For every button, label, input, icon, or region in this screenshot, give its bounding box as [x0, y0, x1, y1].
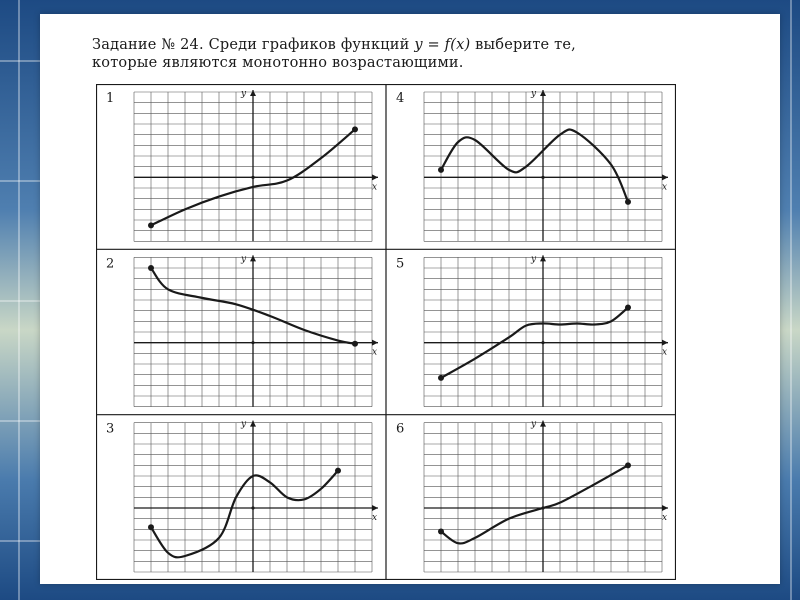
- panel-number: 3: [106, 421, 115, 437]
- function-curve: [441, 465, 628, 543]
- x-axis-label: x: [662, 347, 668, 358]
- x-axis-arrow: [372, 505, 378, 511]
- origin-point: [541, 341, 544, 344]
- task-title-line1: [92, 36, 732, 54]
- y-axis-arrow: [540, 421, 546, 427]
- curve-start-point: [148, 265, 154, 271]
- panel-number: 5: [396, 256, 405, 272]
- curve-end-point: [352, 126, 358, 132]
- graph-panel-2: [106, 254, 378, 406]
- curve-start-point: [438, 375, 444, 381]
- graphs-grid: [96, 84, 676, 580]
- origin-point: [251, 341, 254, 344]
- curve-end-point: [625, 462, 631, 468]
- panel-number: 6: [396, 421, 405, 437]
- y-axis-arrow: [250, 90, 256, 96]
- background-decor-line: [790, 0, 792, 600]
- origin-point: [251, 506, 254, 509]
- curve-end-point: [335, 468, 341, 474]
- y-axis-label: y: [531, 254, 537, 265]
- graph-panel-6: [396, 420, 668, 572]
- y-axis-arrow: [540, 255, 546, 261]
- task-title: [92, 36, 732, 72]
- y-axis-label: y: [531, 419, 537, 430]
- task-title-line2: которые являются монотонно возрастающими.: [92, 55, 464, 71]
- task-title-prefix: Задание № 24. Среди графиков функций: [92, 37, 410, 53]
- x-axis-label: x: [372, 182, 378, 193]
- graph-panel-1: [106, 89, 378, 241]
- y-axis-label: y: [241, 89, 247, 99]
- curve-end-point: [625, 199, 631, 205]
- y-axis-label: y: [241, 419, 247, 430]
- origin-point: [541, 176, 544, 179]
- graph-panel-5: [396, 254, 668, 406]
- background-decor-line: [0, 420, 40, 422]
- curve-start-point: [148, 524, 154, 530]
- panel-number: 1: [106, 91, 115, 106]
- x-axis-label: x: [662, 513, 668, 523]
- background-decor-line: [0, 540, 40, 542]
- slide-page: [40, 14, 780, 584]
- x-axis-label: x: [662, 182, 668, 193]
- x-axis-label: x: [372, 347, 378, 358]
- curve-end-point: [625, 304, 631, 310]
- x-axis-arrow: [662, 505, 668, 511]
- task-title-function: y = f(x): [414, 37, 471, 53]
- x-axis-arrow: [372, 340, 378, 346]
- curve-end-point: [352, 341, 358, 347]
- function-curve: [151, 471, 338, 558]
- graph-panel-3: [106, 420, 378, 572]
- x-axis-arrow: [372, 174, 378, 180]
- y-axis-label: y: [531, 89, 537, 99]
- x-axis-arrow: [662, 340, 668, 346]
- y-axis-arrow: [250, 255, 256, 261]
- background-decor-line: [0, 300, 40, 302]
- graph-panel-4: [396, 89, 668, 241]
- origin-point: [251, 176, 254, 179]
- x-axis-label: x: [372, 513, 378, 523]
- function-curve: [441, 129, 628, 201]
- task-title-suffix: выберите те,: [475, 37, 576, 53]
- background-decor-line: [0, 180, 40, 182]
- y-axis-label: y: [241, 254, 247, 265]
- panel-number: 4: [396, 91, 405, 106]
- curve-start-point: [438, 167, 444, 173]
- y-axis-arrow: [250, 421, 256, 427]
- y-axis-arrow: [540, 90, 546, 96]
- x-axis-arrow: [662, 174, 668, 180]
- curve-start-point: [148, 222, 154, 228]
- panel-number: 2: [106, 256, 115, 272]
- curve-start-point: [438, 528, 444, 534]
- background-decor-line: [0, 60, 40, 62]
